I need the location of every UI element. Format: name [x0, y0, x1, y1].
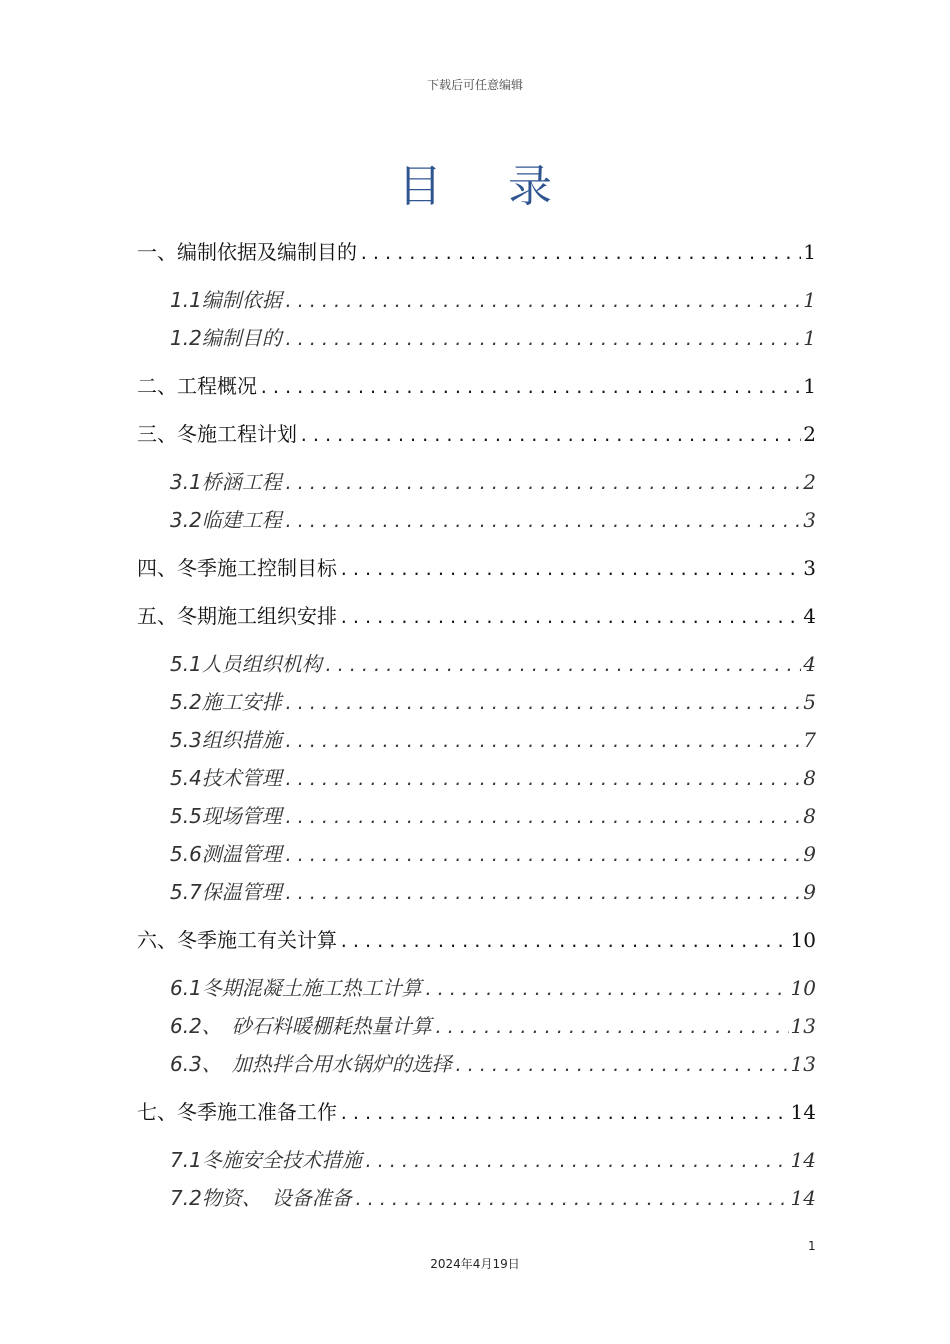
page-number: 1	[808, 1239, 816, 1253]
toc-entry-page: 1	[803, 288, 816, 312]
toc-entry-label: 1.1编制依据	[170, 288, 282, 312]
toc-entry-label: 1.2编制目的	[170, 326, 282, 350]
toc-entry-7[interactable]	[137, 1096, 816, 1126]
dot-leader	[339, 932, 789, 951]
toc-entry-label: 7.1冬施安全技术措施	[170, 1148, 362, 1172]
toc-entry-number: 五、	[137, 604, 177, 628]
toc-entry-number: 七、	[137, 1100, 177, 1124]
toc-entry-7-1[interactable]	[170, 1144, 816, 1174]
toc-entry-5-7[interactable]	[170, 876, 816, 906]
dot-leader	[284, 512, 801, 531]
toc-entry-label: 冬季施工有关计算	[177, 928, 337, 952]
toc-entry-page: 7	[803, 728, 816, 752]
toc-entry-label: 5.1人员组织机构	[170, 652, 322, 676]
header-note: 下载后可任意编辑	[426, 78, 523, 92]
toc-entry-label: 3.1桥涵工程	[170, 470, 282, 494]
toc-entry-number: 二、	[137, 374, 177, 398]
toc-entry-label: 编制依据及编制目的	[177, 240, 357, 264]
toc-entry-page: 4	[803, 652, 816, 676]
toc-entry-1-1[interactable]	[170, 284, 816, 314]
toc-entry-number: 四、	[137, 556, 177, 580]
toc-entry-2[interactable]	[137, 370, 816, 400]
dot-leader	[284, 330, 801, 349]
toc-entry-label: 3.2临建工程	[170, 508, 282, 532]
toc-title: 目 录	[398, 161, 578, 212]
toc-entry-6-3[interactable]	[170, 1048, 816, 1078]
toc-entry-page: 2	[803, 470, 816, 494]
dot-leader	[434, 1018, 789, 1037]
toc-entry-1-2[interactable]	[170, 322, 816, 352]
toc-entry-page: 10	[790, 928, 816, 952]
toc-entry-label: 工程概况	[177, 374, 257, 398]
toc-entry-5-5[interactable]	[170, 800, 816, 830]
toc-entry-page: 2	[803, 422, 816, 446]
toc-entry-page: 3	[803, 556, 816, 580]
toc-entry-3-1[interactable]	[170, 466, 816, 496]
toc-entry-1[interactable]	[137, 236, 816, 266]
dot-leader	[284, 694, 801, 713]
toc-entry-page: 9	[803, 880, 816, 904]
dot-leader	[284, 770, 801, 789]
toc-entry-label: 5.6测温管理	[170, 842, 282, 866]
toc-entry-number: 三、	[137, 422, 177, 446]
toc-entry-page: 5	[803, 690, 816, 714]
toc-entry-label: 6.3、 加热拌合用水锅炉的选择	[170, 1052, 452, 1076]
dot-leader	[339, 608, 801, 627]
toc-entry-page: 13	[790, 1014, 816, 1038]
toc-entry-label: 7.2物资、 设备准备	[170, 1186, 352, 1210]
dot-leader	[284, 474, 801, 493]
toc-entry-label: 5.3组织措施	[170, 728, 282, 752]
toc-entry-page: 4	[803, 604, 816, 628]
toc-entry-4[interactable]	[137, 552, 816, 582]
toc-entry-label: 冬季施工控制目标	[177, 556, 337, 580]
toc-entry-page: 1	[803, 326, 816, 350]
toc-entry-label: 5.2施工安排	[170, 690, 282, 714]
toc-entry-page: 14	[790, 1148, 816, 1172]
toc-entry-label: 5.7保温管理	[170, 880, 282, 904]
toc-entry-number: 六、	[137, 928, 177, 952]
toc-entry-5-6[interactable]	[170, 838, 816, 868]
toc-entry-label: 冬施工程计划	[177, 422, 297, 446]
dot-leader	[284, 884, 801, 903]
toc-entry-page: 14	[790, 1186, 816, 1210]
toc-entry-label: 6.2、 砂石料暖棚耗热量计算	[170, 1014, 432, 1038]
dot-leader	[284, 846, 801, 865]
dot-leader	[339, 560, 801, 579]
toc-entry-7-2[interactable]	[170, 1182, 816, 1212]
toc-entry-5-2[interactable]	[170, 686, 816, 716]
toc-entry-page: 1	[803, 240, 816, 264]
toc-entry-page: 3	[803, 508, 816, 532]
toc-entry-page: 9	[803, 842, 816, 866]
toc-entry-label: 6.1冬期混凝土施工热工计算	[170, 976, 422, 1000]
toc-entry-3[interactable]	[137, 418, 816, 448]
toc-entry-page: 14	[790, 1100, 816, 1124]
toc-entry-number: 一、	[137, 240, 177, 264]
dot-leader	[454, 1056, 789, 1075]
dot-leader	[284, 732, 801, 751]
dot-leader	[284, 292, 801, 311]
dot-leader	[359, 244, 801, 263]
toc-entry-6-1[interactable]	[170, 972, 816, 1002]
toc-entry-6[interactable]	[137, 924, 816, 954]
dot-leader	[299, 426, 801, 445]
toc-entry-label: 5.5现场管理	[170, 804, 282, 828]
toc-entry-5-1[interactable]	[170, 648, 816, 678]
toc-entry-3-2[interactable]	[170, 504, 816, 534]
toc-entry-page: 10	[790, 976, 816, 1000]
dot-leader	[339, 1104, 789, 1123]
toc-entry-5[interactable]	[137, 600, 816, 630]
dot-leader	[284, 808, 801, 827]
toc-entry-page: 8	[803, 804, 816, 828]
dot-leader	[324, 656, 801, 675]
toc-entry-page: 1	[803, 374, 816, 398]
dot-leader	[354, 1190, 789, 1209]
dot-leader	[364, 1152, 789, 1171]
toc-entry-label: 5.4技术管理	[170, 766, 282, 790]
toc-entry-page: 13	[790, 1052, 816, 1076]
toc-entry-label: 冬季施工准备工作	[177, 1100, 337, 1124]
dot-leader	[259, 378, 801, 397]
toc-entry-6-2[interactable]	[170, 1010, 816, 1040]
toc-entry-5-4[interactable]	[170, 762, 816, 792]
toc-entry-label: 冬期施工组织安排	[177, 604, 337, 628]
footer-date: 2024年4月19日	[430, 1257, 520, 1271]
dot-leader	[424, 980, 789, 999]
toc-entry-5-3[interactable]	[170, 724, 816, 754]
toc-entry-page: 8	[803, 766, 816, 790]
